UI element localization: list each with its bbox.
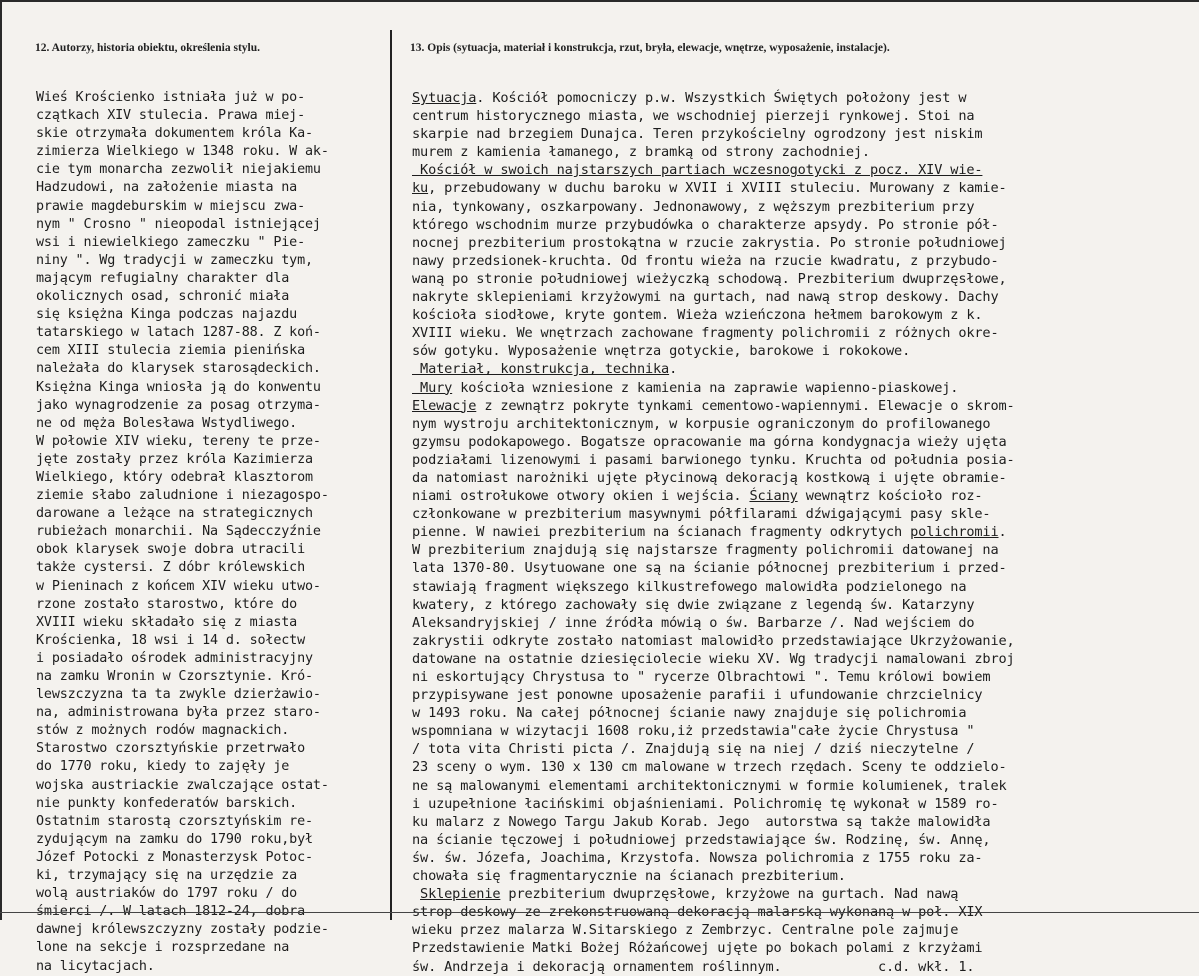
description-text: niami ostrołukowe otwory okien i wejścia. [412, 488, 750, 505]
description-line [412, 668, 1197, 686]
history-line: na zamku Wronin w Czorsztynie. Kró- [36, 669, 313, 684]
description-line [412, 397, 1197, 415]
description-line [412, 234, 1197, 252]
history-line: śmierci /. W latach 1812-24, dobra [36, 904, 306, 920]
description-text: Przedstawienie Matki Bożej Różańcowej ujęte po bokach polami z krzyżami [412, 940, 983, 957]
section-13-header: 13. Opis (sytuacja, materiał i konstrukcja, rzut, bryła, elewacje, wnętrze, wyposażenie, instalacje). [410, 42, 890, 54]
description-line [412, 632, 1197, 650]
description-text: zakrystii odkryte zostało natomiast malowidło przedstawiające Ukrzyżowanie, [412, 632, 1015, 649]
description-text: W prezbiterium znajdują się najstarsze fragmenty polichromii datowanej na [412, 542, 999, 559]
description-line [412, 125, 1197, 143]
description-text: kościoła wzniesione z kamienia na zaprawie wapienno-piaskowej. [452, 379, 959, 396]
history-line: cem XIII stulecia ziemia pienińska [36, 343, 306, 359]
description-text: kościoła siodłowe, kryte gontem. Wieża wzieńczona hełmem barokowym z k. [412, 307, 983, 324]
description-line [412, 867, 1197, 885]
description-line [412, 306, 1197, 324]
description-text [412, 886, 420, 902]
description-line [412, 433, 1197, 451]
description-line [412, 89, 1197, 107]
description-line [412, 161, 1197, 179]
description-line [412, 216, 1197, 234]
history-line: lewszczyzna ta ta zwykle dzierżawio- [36, 687, 321, 703]
description-line [412, 469, 1197, 487]
description-text: gzymsu podokapowego. Bogatsze opracowanie ma górna kondygnacja wieży ujęta [412, 433, 1007, 450]
description-text: nym wystroju architektonicznym, w korpusie ograniczonym do profilowanego [412, 415, 991, 432]
description-line [412, 921, 1197, 939]
history-line: jęte zostały przez króla Kazimierza [36, 451, 313, 467]
description-line [412, 415, 1197, 433]
description-text: / tota vita Christi picta /. Znajdują się na niej / dziś nieczytelne / [412, 741, 975, 758]
history-line: ki, trzymający się na urzędzie za [36, 868, 298, 884]
description-line [412, 360, 1197, 378]
description-line [412, 939, 1197, 957]
history-line: nie punkty konfederatów barskich. [36, 795, 298, 811]
description-line [412, 252, 1197, 270]
description-text: . Kościół pomocniczy p.w. Wszystkich Świętych położony jest w [476, 90, 967, 106]
description-text: da natomiast narożniki ujęte płycinową dekoracją kostkową i ujęte obramie- [412, 469, 1007, 486]
description-text: nawy przedsionek-kruchta. Od frontu wieża na rzucie kwadratu, z przybudo- [412, 252, 999, 269]
history-line: XVIII wieku składało się z miasta [36, 614, 298, 630]
history-line: w Pieninach z końcem XIV wieku utwo- [36, 578, 321, 594]
description-line [412, 758, 1197, 776]
description-text: którego wschodnim murze przybudówka o charakterze apsydy. Po stronie pół- [412, 216, 999, 233]
description-text: . [669, 361, 678, 378]
underlined-heading: ku [412, 180, 429, 197]
description-text: centrum historycznego miasta, we wschodniej pierzeji rynkowej. Stoi na [412, 108, 975, 125]
history-line: wojska austriackie zwalczające ostat- [36, 777, 329, 793]
description-text: prezbiterium dwuprzęsłowe, krzyżowe na gurtach. Nad nawą [500, 886, 959, 903]
history-line: ne od męża Bolesława Wstydliwego. [36, 415, 298, 431]
description-line [412, 777, 1197, 795]
description-text: , przebudowany w duchu baroku w XVII i XVIII stuleciu. Murowany z kamie- [428, 180, 1007, 197]
underlined-heading: Sytuacja [412, 90, 477, 106]
description-text: nocnej prezbiterium prostokątna w rzucie zakrystia. Po stronie południowej [412, 234, 1007, 251]
history-line: rzone zostało starostwo, które do [36, 596, 298, 612]
description-text: św. Andrzeja i dekoracją ornamentem roślinnym. c.d. wkł. 1. [412, 958, 975, 975]
description-text: kwatery, z którego zachowały się dwie związane z legendą św. Katarzyny [412, 596, 975, 613]
description-line [412, 578, 1197, 596]
history-line: do 1770 roku, kiedy to zajęły je [36, 759, 290, 775]
description-text: pienne. W nawiei prezbiterium na ścianach fragmenty odkrytych [412, 524, 911, 541]
history-line: Ostatnim starostą czorsztyńskim re- [36, 813, 313, 829]
description-line [412, 324, 1197, 342]
underlined-heading: Ściany [749, 488, 798, 505]
description-text: . [998, 524, 1007, 541]
description-text: w 1493 roku. Na całej północnej ścianie nawy znajduje się polichromia [412, 705, 967, 722]
description-line [412, 795, 1197, 813]
description-line [412, 541, 1197, 559]
history-line: lone na sekcje i rozsprzedane na [36, 940, 290, 956]
history-line: obok klarysek swoje dobra utracili [36, 542, 306, 558]
description-text: 23 sceny o wym. 130 x 130 cm malowane w trzech rzędach. Sceny te oddzielo- [412, 759, 1007, 776]
history-line: się księżna Kinga podczas najazdu [36, 307, 298, 323]
history-line: Wieś Krościenko istniała już w po- [36, 90, 306, 105]
history-line: wolą austriaków do 1797 roku / do [36, 886, 298, 902]
description-line [412, 650, 1197, 668]
description-text: ne są malowanymi elementami architektonicznymi w formie kolumienek, tralek [412, 777, 1007, 794]
history-line: Krościenka, 18 wsi i 14 d. sołectw [36, 632, 306, 648]
description-text: na ścianie tęczowej i południowej przedstawiające św. Rodzinę, św. Annę, [412, 831, 991, 848]
description-text: stawiają fragment większego kilkustrefowego malowidła podzielonego na [412, 578, 967, 595]
description-line [412, 270, 1197, 288]
history-line: darowane a leżące na strategicznych [36, 506, 313, 522]
section-12-header: 12. Autorzy, historia obiektu, określenia stylu. [35, 42, 261, 54]
history-line: cie tym monarcha zezwolił niejakiemu [36, 162, 321, 178]
description-line [412, 614, 1197, 632]
history-line: zydującym na zamku do 1790 roku,był [36, 831, 313, 847]
history-line: jako wynagrodzenie za posag otrzyma- [36, 397, 321, 413]
history-line: Wielkiego, który odebrał klasztorom [36, 469, 313, 485]
history-line: na licytacjach. [36, 958, 155, 974]
description-text: XVIII wieku. We wnętrzach zachowane fragmenty polichromii z różnych okre- [412, 325, 999, 342]
description-text: ku malarz z Nowego Targu Jakub Korab. Jego autorstwa są także malowidła [412, 813, 991, 830]
history-line: okolicznych osad, schronić miała [36, 289, 290, 305]
description-text: członkowane w prezbiterium masywnymi półfilarami dźwigającymi pasy skle- [412, 506, 991, 523]
description-line [412, 885, 1197, 903]
description-text: podziałami lizenowymi i pasami barwionego tynku. Kruchta od południa posia- [412, 451, 1015, 468]
bottom-rule [0, 912, 1199, 913]
description-line [412, 379, 1197, 397]
description-text: datowane na ostatnie dziesięciolecie wieku XV. Wg tradycji namalowani zbroj [412, 650, 1015, 667]
history-line: na, administrowana była przez staro- [36, 705, 321, 721]
history-line: tatarskiego w latach 1287-88. Z koń- [36, 325, 321, 341]
description-text: Aleksandryjskiej / inne źródła mówią o św. Barbarze /. Nad wejściem do [412, 614, 975, 631]
underlined-heading: Mury [412, 379, 453, 396]
description-text: wewnątrz kościoło roz- [797, 488, 983, 505]
description-line [412, 722, 1197, 740]
underlined-heading: Kościół w swoich najstarszych partiach wczesnogotycki z pocz. XIV wie- [412, 162, 983, 179]
description-text: nakryte sklepieniami krzyżowymi na gurtach, nad nawą strop deskowy. Dachy [412, 289, 999, 306]
description-line [412, 704, 1197, 722]
description-text: z zewnątrz pokryte tynkami cementowo-wapiennymi. Elewacje o skrom- [476, 397, 1015, 414]
description-line [412, 107, 1197, 125]
description-line [412, 958, 1197, 976]
history-line: także cystersi. Z dóbr królewskich [36, 560, 306, 576]
description-line [412, 686, 1197, 704]
history-line: czątkach XIV stulecia. Prawa miej- [36, 108, 306, 124]
description-text: i uzupełnione łacińskimi objaśnieniami. Polichromię tę wykonał w 1589 ro- [412, 795, 999, 812]
underlined-heading: Elewacje [412, 397, 477, 414]
description-line [412, 740, 1197, 758]
description-line [412, 487, 1197, 505]
description-text: przypisywane jest ponowne uposażenie parafii i ufundowanie chrzcielnicy [412, 687, 983, 704]
history-line: Hadzudowi, na założenie miasta na [36, 180, 298, 196]
history-line: wsi i niewielkiego zameczku " Pie- [36, 234, 306, 250]
history-line: skie otrzymała dokumentem króla Ka- [36, 126, 313, 142]
description-text: strop deskowy ze zrekonstruowaną dekoracją malarską wykonaną w poł. XIX [412, 904, 983, 921]
underlined-heading: Materiał, konstrukcja, technika [412, 361, 670, 378]
history-line: zimierza Wielkiego w 1348 roku. W ak- [36, 144, 329, 160]
description-line [412, 505, 1197, 523]
description-text: św. św. Józefa, Joachima, Krzystofa. Nowsza polichromia z 1755 roku za- [412, 849, 983, 866]
history-line: rubieżach monarchii. Na Sądecczyźnie [36, 524, 321, 540]
description-text: ni eskortujący Chrystusa to " rycerze Olbrachtowi ". Temu królowi bowiem [412, 669, 991, 685]
description-line [412, 198, 1197, 216]
description-text: chowała się fragmentarycznie na ścianach prezbiterium. [412, 868, 846, 885]
description-line [412, 143, 1197, 161]
column-divider [390, 30, 392, 920]
description-line [412, 451, 1197, 469]
description-line [412, 559, 1197, 577]
history-line: ziemie słabo zaludnione i niezagospo- [36, 488, 329, 504]
description-text: lata 1370-80. Usytuowane one są na ścianie północnej prezbiterium i przed- [412, 560, 1007, 577]
description-line [412, 179, 1197, 197]
history-line: nym " Crosno " nieopodal istniejącej [36, 216, 321, 232]
history-line: Józef Potocki z Monasterzysk Potoc- [36, 849, 313, 865]
history-line: Księżna Kinga wniosła ją do konwentu [36, 379, 321, 395]
description-text-column [412, 89, 1197, 976]
history-line: niny ". Wg tradycji w zameczku tym, [36, 252, 313, 268]
history-text-column [36, 89, 388, 976]
description-line [412, 831, 1197, 849]
underlined-heading: Sklepienie [420, 886, 501, 903]
description-line [412, 523, 1197, 541]
history-line: dawnej królewszczyzny zostały podzie- [36, 922, 329, 938]
description-text: sów gotyku. Wyposażenie wnętrza gotyckie, barokowe i rokokowe. [412, 343, 911, 360]
description-text: nia, tynkowany, oszkarpowany. Jednonawowy, z węższym prezbiterium przy [412, 198, 975, 215]
description-text: skarpie nad brzegiem Dunajca. Teren przykościelny ogrodzony jest niskim [412, 126, 983, 143]
history-line: W połowie XIV wieku, tereny te prze- [36, 433, 321, 449]
history-line: należała do klarysek starosądeckich. [36, 361, 321, 377]
description-line [412, 813, 1197, 831]
description-text: wspomniana w wizytacji 1608 roku,iż przedstawia"całe życie Chrystusa " [412, 723, 975, 740]
history-line: stów z możnych rodów magnackich. [36, 723, 290, 739]
description-text: wieku przez malarza W.Sitarskiego z Zembrzyc. Centralne pole zajmuje [412, 922, 959, 939]
description-text: waną po stronie południowej wieżyczką schodową. Prezbiterium dwuprzęsłowe, [412, 270, 1007, 287]
history-line: Starostwo czorsztyńskie przetrwało [36, 741, 306, 757]
description-text: murem z kamienia łamanego, z bramką od strony zachodniej. [412, 144, 870, 161]
history-line: i posiadało ośrodek administracyjny [36, 650, 313, 666]
description-line [412, 596, 1197, 614]
history-line: mającym refugialny charakter dla [36, 270, 290, 286]
description-line [412, 849, 1197, 867]
underlined-heading: polichromii [910, 524, 999, 541]
description-line [412, 342, 1197, 360]
history-line: prawie magdeburskim w miejscu zwa- [36, 198, 306, 214]
description-line [412, 288, 1197, 306]
